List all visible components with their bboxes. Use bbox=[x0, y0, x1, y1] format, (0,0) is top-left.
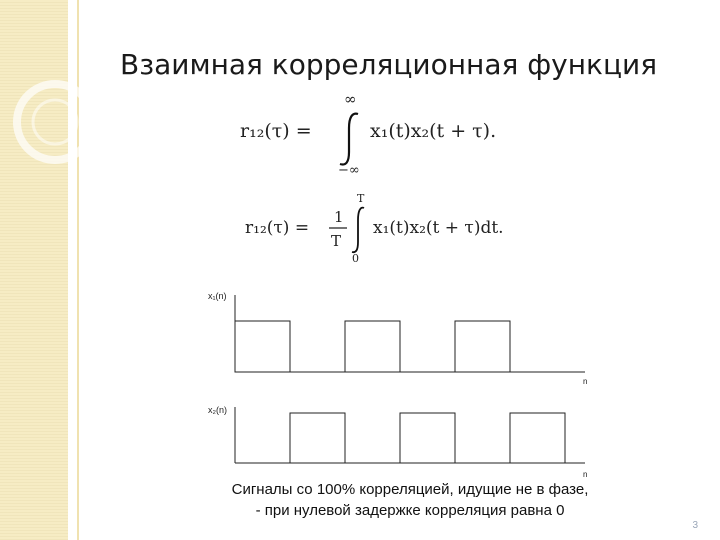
formula-1-upper-limit: ∞ bbox=[344, 90, 357, 108]
formula-2-fraction-denominator: T bbox=[331, 232, 342, 250]
signal-plots bbox=[195, 285, 605, 480]
caption bbox=[180, 479, 640, 521]
formula-2-upper-limit: T bbox=[357, 192, 365, 205]
plot-x2-pulse-2 bbox=[400, 413, 455, 463]
plot-x1-pulse-1 bbox=[235, 321, 290, 372]
plot-x1-pulse-3 bbox=[455, 321, 510, 372]
formula-2-lhs: r₁₂(τ) = bbox=[245, 218, 310, 238]
plot-x2-xlabel: n bbox=[583, 470, 588, 479]
caption-line-1: Сигналы со 100% корреляцией, идущие не в фазе, bbox=[231, 481, 589, 498]
formula-1-lhs: r₁₂(τ) = bbox=[240, 120, 312, 142]
integral-sign bbox=[352, 208, 364, 253]
formula-2-lower-limit: 0 bbox=[352, 252, 359, 265]
formula-1-lower-limit: −∞ bbox=[338, 163, 360, 178]
plot-x1-ylabel: x₁(n) bbox=[208, 291, 227, 301]
integral-sign bbox=[340, 114, 358, 165]
plot-x1-xlabel: n bbox=[583, 377, 588, 386]
formula-2-integrand: x₁(t)x₂(t + τ)dt. bbox=[373, 218, 504, 238]
plot-x2-ylabel: x₂(n) bbox=[208, 405, 227, 415]
plot-x2-pulse-1 bbox=[290, 413, 345, 463]
formula-2 bbox=[245, 190, 545, 270]
formula-2-fraction-numerator: 1 bbox=[334, 208, 344, 226]
plot-x2-pulses bbox=[290, 413, 565, 463]
plot-x1-pulse-2 bbox=[345, 321, 400, 372]
plot-x1 bbox=[208, 291, 587, 386]
caption-line-2: - при нулевой задержке корреляция равна 0 bbox=[255, 502, 565, 519]
decorative-rings bbox=[0, 0, 130, 200]
formula-1 bbox=[240, 88, 560, 178]
plot-x2 bbox=[208, 405, 587, 479]
page-number: 3 bbox=[692, 520, 698, 531]
slide-title: Взаимная корреляционная функция bbox=[120, 48, 658, 81]
formula-1-integrand: x₁(t)x₂(t + τ). bbox=[370, 120, 497, 142]
plot-x1-pulses bbox=[235, 321, 510, 372]
plot-x2-pulse-3 bbox=[510, 413, 565, 463]
